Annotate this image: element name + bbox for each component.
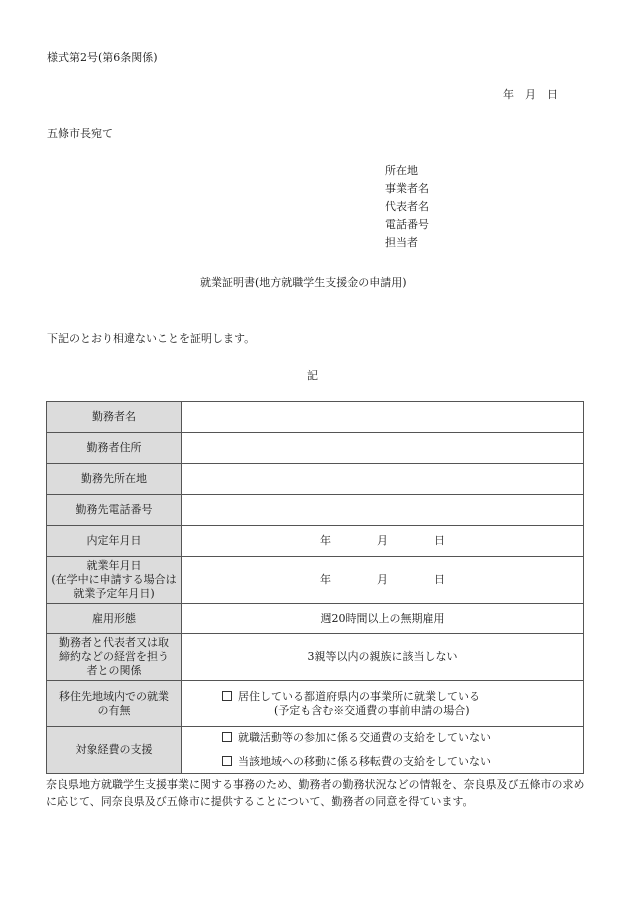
moving-expense-checkbox[interactable] — [222, 756, 232, 766]
expense-support-field — [182, 727, 584, 774]
ki-heading: 記 — [307, 369, 318, 382]
relocation-label-line2: の有無 — [97, 703, 131, 717]
relation-label-line3: 者との関係 — [86, 664, 142, 677]
relocation-label — [47, 681, 182, 727]
table-row — [47, 495, 584, 526]
year-label: 年 — [320, 573, 331, 586]
table-row — [47, 557, 584, 604]
start-date-label-line1: 就業年月日 — [86, 559, 142, 572]
workplace-phone-label: 勤務先電話番号 — [47, 495, 182, 526]
addressee: 五條市長宛て — [47, 127, 113, 140]
offer-date-field[interactable] — [182, 526, 584, 557]
moving-expense-check-label: 当該地域への移動に係る移転費の支給をしていない — [238, 755, 491, 768]
month-label: 月 — [377, 573, 388, 586]
sender-label-contact: 担当者 — [385, 236, 418, 249]
travel-expense-checkbox[interactable] — [222, 732, 232, 742]
offer-date-label: 内定年月日 — [47, 526, 182, 557]
sender-label-phone: 電話番号 — [385, 218, 429, 231]
sender-label-company: 事業者名 — [385, 182, 429, 195]
day-label: 日 — [434, 534, 445, 547]
relation-value: 3親等以内の親族に該当しない — [182, 634, 584, 681]
table-row — [47, 464, 584, 495]
table-row — [47, 681, 584, 727]
worker-name-field[interactable] — [182, 402, 584, 433]
worker-address-label: 勤務者住所 — [47, 433, 182, 464]
table-row — [47, 402, 584, 433]
table-row — [47, 604, 584, 634]
worker-name-label: 勤務者名 — [47, 402, 182, 433]
expense-support-label: 対象経費の支援 — [47, 727, 182, 774]
year-label: 年 — [320, 534, 331, 547]
employment-type-label: 雇用形態 — [47, 604, 182, 634]
sender-label-address: 所在地 — [385, 164, 418, 177]
table-row — [47, 727, 584, 774]
workplace-phone-field[interactable] — [182, 495, 584, 526]
month-label: 月 — [377, 534, 388, 547]
sender-block — [385, 162, 429, 252]
document-title: 就業証明書(地方就職学生支援金の申請用) — [200, 276, 407, 289]
workplace-location-label: 勤務先所在地 — [47, 464, 182, 495]
relocation-note: (予定も含む※交通費の事前申請の場合) — [274, 703, 470, 717]
relation-label-line1: 勤務者と代表者又は取 — [59, 636, 169, 649]
relocation-check-label: 居住している都道府県内の事業所に就業している — [238, 689, 480, 703]
table-row — [47, 526, 584, 557]
worker-address-field[interactable] — [182, 433, 584, 464]
start-date-label-line3: 就業予定年月日) — [73, 587, 155, 600]
certification-statement: 下記のとおり相違ないことを証明します。 — [47, 332, 256, 345]
relation-label — [47, 634, 182, 681]
day-label: 日 — [434, 573, 445, 586]
employment-type-value: 週20時間以上の無期雇用 — [182, 604, 584, 634]
date-line: 年 月 日 — [503, 88, 558, 101]
consent-statement: 奈良県地方就職学生支援事業に関する事務のため、勤務者の勤務状況などの情報を、奈良県及び五條市の求めに応じて、同奈良県及び五條市に提供することについて、勤務者の同意を得ています。 — [46, 778, 585, 808]
relocation-checkbox[interactable] — [222, 691, 232, 701]
relocation-field — [182, 681, 584, 727]
sender-label-representative: 代表者名 — [385, 200, 429, 213]
relocation-label-line1: 移住先地域内での就業 — [59, 689, 169, 703]
table-row — [47, 634, 584, 681]
certificate-table — [46, 401, 584, 774]
workplace-location-field[interactable] — [182, 464, 584, 495]
start-date-label — [47, 557, 182, 604]
form-number: 様式第2号(第6条関係) — [47, 51, 158, 64]
start-date-label-line2: (在学中に申請する場合は — [51, 573, 177, 586]
table-row — [47, 433, 584, 464]
start-date-field[interactable] — [182, 557, 584, 604]
relation-label-line2: 締約などの経営を担う — [59, 650, 169, 663]
travel-expense-check-label: 就職活動等の参加に係る交通費の支給をしていない — [238, 731, 491, 744]
